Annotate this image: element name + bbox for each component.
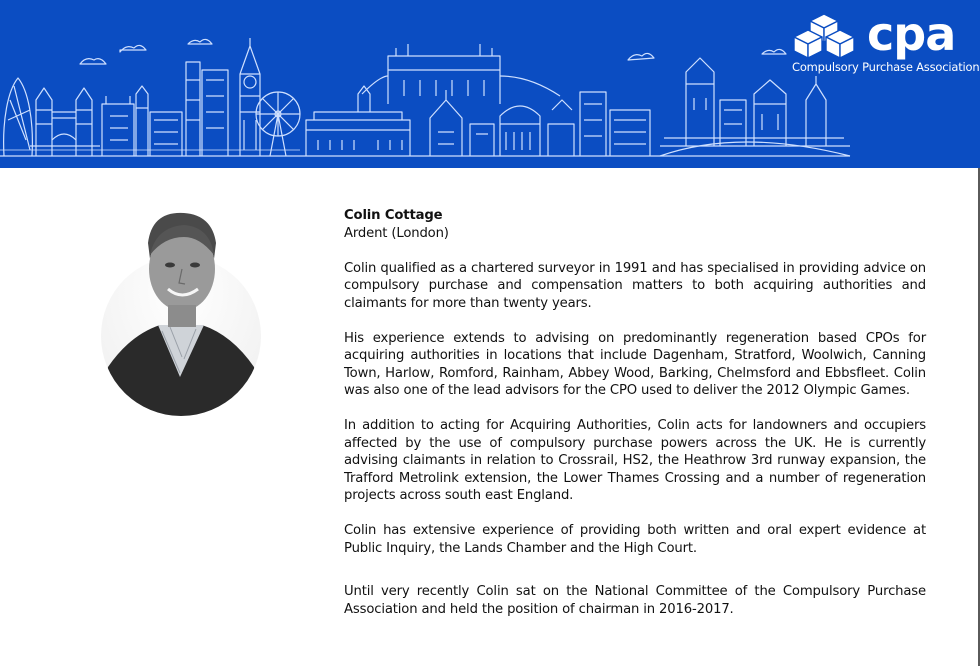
bio-paragraph: His experience extends to advising on predominantly regeneration based CPOs for acquiring authorities in locations that include Dagenham, Stratford, Woolwich, Canning Town, Harlow, Romford, Rainham, Abbey Wood, Barking, Chelmsford and Ebbsfleet. Colin was also one of the lead advisors for the CPO used to deliver the 2012 Olympic Games. xyxy=(344,330,926,398)
bio-paragraph: Until very recently Colin sat on the National Committee of the Compulsory Purchase Association and held the position of chairman in 2016-2017. xyxy=(344,584,926,617)
bio-paragraph: Colin has extensive experience of providing both written and oral expert evidence at Public Inquiry, the Lands Chamber and the High Court. xyxy=(344,523,926,556)
cpa-logo[interactable] xyxy=(792,7,980,82)
profile-name: Colin Cottage xyxy=(344,208,443,223)
brand-wordmark: cpa xyxy=(867,7,956,61)
bio-paragraph: Colin qualified as a chartered surveyor in 1991 and has specialised in providing advice on compulsory purchase and compensation matters to both acquiring authorities and claimants for more than twenty years. xyxy=(344,260,926,311)
organisation-name: Compulsory Purchase Association xyxy=(792,60,980,74)
cubes-logo-icon xyxy=(792,12,862,60)
bio-paragraph: In addition to acting for Acquiring Authorities, Colin acts for landowners and occupiers affected by the use of compulsory purchase powers across the UK. He is currently advising claimants in relation to Crossrail, HS2, the Heathrow 3rd runway expansion, the Trafford Metrolink extension, the Lower Thames Crossing and a number of regeneration projects across south east England. xyxy=(344,418,926,503)
header-banner xyxy=(0,0,980,168)
portrait-photo xyxy=(100,207,262,417)
profile-section xyxy=(344,207,926,618)
profile-affiliation: Ardent (London) xyxy=(344,225,449,241)
